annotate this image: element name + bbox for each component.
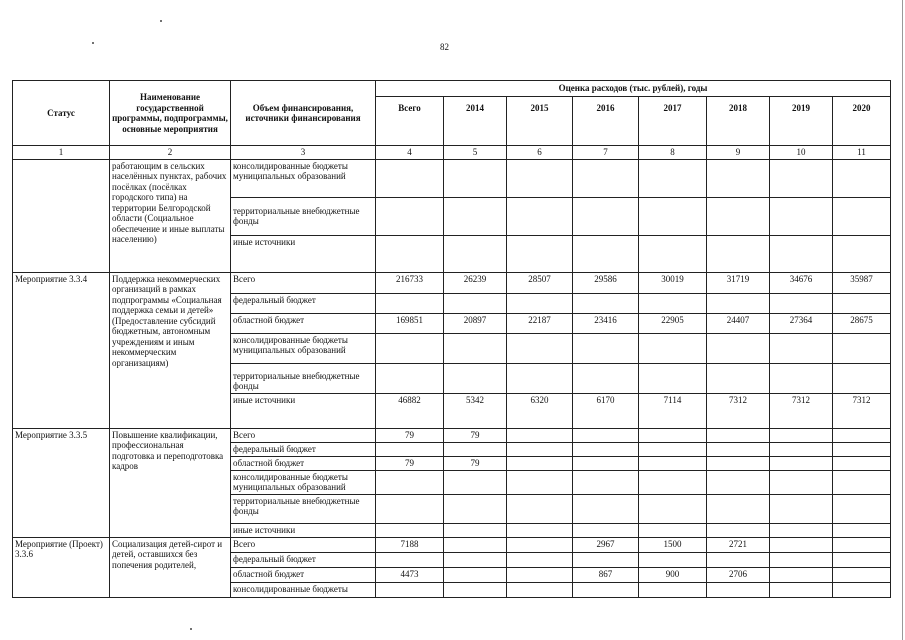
value-cell [376,442,444,456]
header-name: Наименование государственной программы, подпрограммы, основные мероприятия [110,81,231,146]
value-cell [507,428,573,442]
value-cell: 29586 [573,272,639,293]
value-cell [770,567,833,582]
measure-status: Мероприятие (Проект) 3.3.6 [13,537,110,597]
value-cell [833,428,891,442]
table-row [13,159,891,197]
value-cell: 79 [376,456,444,470]
value-cell: 35987 [833,272,891,293]
value-cell: 46882 [376,393,444,428]
value-cell: 6170 [573,393,639,428]
value-cell [376,235,444,272]
value-cell [639,494,707,523]
scan-speck [92,42,94,44]
value-cell [573,582,639,597]
scan-speck [160,20,162,22]
value-cell [770,159,833,197]
column-number: 10 [770,146,833,160]
value-cell: 34676 [770,272,833,293]
value-cell [707,552,770,567]
measure-status: Мероприятие 3.3.4 [13,272,110,428]
source-cell: областной бюджет [231,456,376,470]
value-cell [833,442,891,456]
value-cell [573,363,639,393]
value-cell [507,552,573,567]
value-cell [833,363,891,393]
value-cell [376,552,444,567]
value-cell [444,470,507,494]
source-cell: территориальные внебюджетные фонды [231,363,376,393]
measure-name: Поддержка некоммерческих организаций в рамках подпрограммы «Социальная поддержка семьи и детей» (Предоставление субсидий бюджетным, автономным учреждениям и иным некоммерческим организациям) [110,272,231,428]
value-cell: 23416 [573,313,639,333]
value-cell [707,235,770,272]
value-cell [639,333,707,363]
value-cell [770,537,833,552]
value-cell: 20897 [444,313,507,333]
value-cell [770,235,833,272]
value-cell [444,363,507,393]
source-cell: областной бюджет [231,313,376,333]
source-cell: областной бюджет [231,567,376,582]
value-cell: 31719 [707,272,770,293]
value-cell [376,363,444,393]
value-cell [507,523,573,537]
budget-table [12,80,891,598]
header-year: 2016 [573,97,639,146]
value-cell [707,470,770,494]
value-cell [507,470,573,494]
scan-speck [190,628,192,630]
value-cell [573,470,639,494]
page-number: 82 [440,42,449,52]
value-cell [770,293,833,313]
value-cell [833,333,891,363]
value-cell [376,333,444,363]
value-cell [639,293,707,313]
value-cell [833,582,891,597]
value-cell [707,442,770,456]
measure-name: Социализация детей-сирот и детей, оставшихся без попечения родителей, [110,537,231,597]
value-cell [507,494,573,523]
value-cell [573,428,639,442]
value-cell [707,494,770,523]
value-cell [770,456,833,470]
value-cell [444,333,507,363]
value-cell [573,197,639,235]
table-row [13,428,891,442]
column-number: 9 [707,146,770,160]
value-cell [573,293,639,313]
column-number: 5 [444,146,507,160]
value-cell [833,235,891,272]
column-number: 1 [13,146,110,160]
value-cell [639,197,707,235]
value-cell: 2721 [707,537,770,552]
column-number: 2 [110,146,231,160]
header-year: 2017 [639,97,707,146]
value-cell: 7312 [833,393,891,428]
value-cell [707,428,770,442]
value-cell [770,363,833,393]
source-cell: федеральный бюджет [231,442,376,456]
value-cell [507,582,573,597]
table-row [13,537,891,552]
value-cell [707,363,770,393]
value-cell: 79 [444,428,507,442]
value-cell [639,523,707,537]
value-cell [639,582,707,597]
source-cell: консолидированные бюджеты муниципальных образований [231,470,376,494]
value-cell: 7188 [376,537,444,552]
header-volume: Объем финансирования, источники финансирования [231,81,376,146]
value-cell [770,552,833,567]
value-cell [833,567,891,582]
header-year: 2014 [444,97,507,146]
value-cell [639,235,707,272]
value-cell [376,159,444,197]
value-cell [833,494,891,523]
value-cell [507,235,573,272]
value-cell [639,470,707,494]
value-cell [707,523,770,537]
value-cell [833,537,891,552]
header-year: 2020 [833,97,891,146]
value-cell: 2967 [573,537,639,552]
value-cell [770,197,833,235]
source-cell: территориальные внебюджетные фонды [231,197,376,235]
value-cell: 79 [444,456,507,470]
value-cell [507,567,573,582]
source-cell: Всего [231,428,376,442]
value-cell: 6320 [507,393,573,428]
status-cell [13,159,110,272]
value-cell [376,197,444,235]
value-cell [639,159,707,197]
value-cell [444,523,507,537]
value-cell: 1500 [639,537,707,552]
source-cell: Всего [231,537,376,552]
value-cell: 2706 [707,567,770,582]
value-cell [833,552,891,567]
value-cell [573,523,639,537]
column-number: 4 [376,146,444,160]
value-cell [707,293,770,313]
source-cell: федеральный бюджет [231,293,376,313]
value-cell [444,582,507,597]
measure-status: Мероприятие 3.3.5 [13,428,110,537]
value-cell [573,442,639,456]
value-cell [444,552,507,567]
value-cell: 867 [573,567,639,582]
column-number: 7 [573,146,639,160]
value-cell: 22905 [639,313,707,333]
value-cell [639,552,707,567]
value-cell [507,442,573,456]
value-cell [444,567,507,582]
value-cell [444,197,507,235]
value-cell [376,582,444,597]
value-cell [444,537,507,552]
source-cell: федеральный бюджет [231,552,376,567]
column-number-row [13,146,891,160]
value-cell: 22187 [507,313,573,333]
source-cell: территориальные внебюджетные фонды [231,494,376,523]
value-cell: 169851 [376,313,444,333]
column-number: 11 [833,146,891,160]
column-number: 6 [507,146,573,160]
value-cell [507,363,573,393]
value-cell [573,494,639,523]
column-number: 3 [231,146,376,160]
source-cell: консолидированные бюджеты [231,582,376,597]
source-cell: иные источники [231,235,376,272]
value-cell [573,552,639,567]
value-cell: 900 [639,567,707,582]
value-cell [707,333,770,363]
value-cell [639,456,707,470]
value-cell [707,582,770,597]
value-cell: 7312 [770,393,833,428]
value-cell [707,197,770,235]
value-cell: 7114 [639,393,707,428]
value-cell [833,523,891,537]
value-cell: 28675 [833,313,891,333]
value-cell [573,456,639,470]
measure-name: Повышение квалификации, профессиональная подготовка и переподготовка кадров [110,428,231,537]
value-cell: 4473 [376,567,444,582]
value-cell [770,470,833,494]
value-cell: 26239 [444,272,507,293]
value-cell [770,333,833,363]
value-cell [376,523,444,537]
scan-edge [902,0,903,640]
source-cell: Всего [231,272,376,293]
source-cell: иные источники [231,523,376,537]
value-cell [639,363,707,393]
value-cell [507,293,573,313]
value-cell [770,442,833,456]
value-cell [573,235,639,272]
header-year: 2018 [707,97,770,146]
measure-name: работающим в сельских населённых пунктах, рабочих посёлках (посёлках городского типа) на территории Белгородской области (Социальное обеспечение и иные выплаты населению) [110,159,231,272]
value-cell: 7312 [707,393,770,428]
value-cell: 5342 [444,393,507,428]
value-cell [770,523,833,537]
value-cell [833,470,891,494]
value-cell [507,537,573,552]
value-cell [833,293,891,313]
column-number: 8 [639,146,707,160]
header-year: 2015 [507,97,573,146]
value-cell: 27364 [770,313,833,333]
value-cell: 79 [376,428,444,442]
value-cell [444,235,507,272]
value-cell [376,293,444,313]
value-cell [444,442,507,456]
value-cell [444,293,507,313]
value-cell [833,197,891,235]
value-cell: 30019 [639,272,707,293]
value-cell [707,456,770,470]
value-cell [833,159,891,197]
value-cell [507,159,573,197]
header-year: Всего [376,97,444,146]
value-cell [707,159,770,197]
header-year: 2019 [770,97,833,146]
value-cell [770,582,833,597]
header-estimate: Оценка расходов (тыс. рублей), годы [376,81,891,97]
value-cell [833,456,891,470]
value-cell [507,197,573,235]
value-cell [507,456,573,470]
source-cell: консолидированные бюджеты муниципальных образований [231,159,376,197]
value-cell [639,428,707,442]
source-cell: иные источники [231,393,376,428]
value-cell: 28507 [507,272,573,293]
header-status: Статус [13,81,110,146]
value-cell [770,494,833,523]
value-cell [639,442,707,456]
table-row [13,272,891,293]
value-cell [573,333,639,363]
value-cell [770,428,833,442]
header-row-top [13,81,891,97]
value-cell [376,470,444,494]
value-cell [507,333,573,363]
value-cell [444,494,507,523]
source-cell: консолидированные бюджеты муниципальных образований [231,333,376,363]
value-cell: 24407 [707,313,770,333]
value-cell [444,159,507,197]
value-cell [573,159,639,197]
value-cell [376,494,444,523]
value-cell: 216733 [376,272,444,293]
